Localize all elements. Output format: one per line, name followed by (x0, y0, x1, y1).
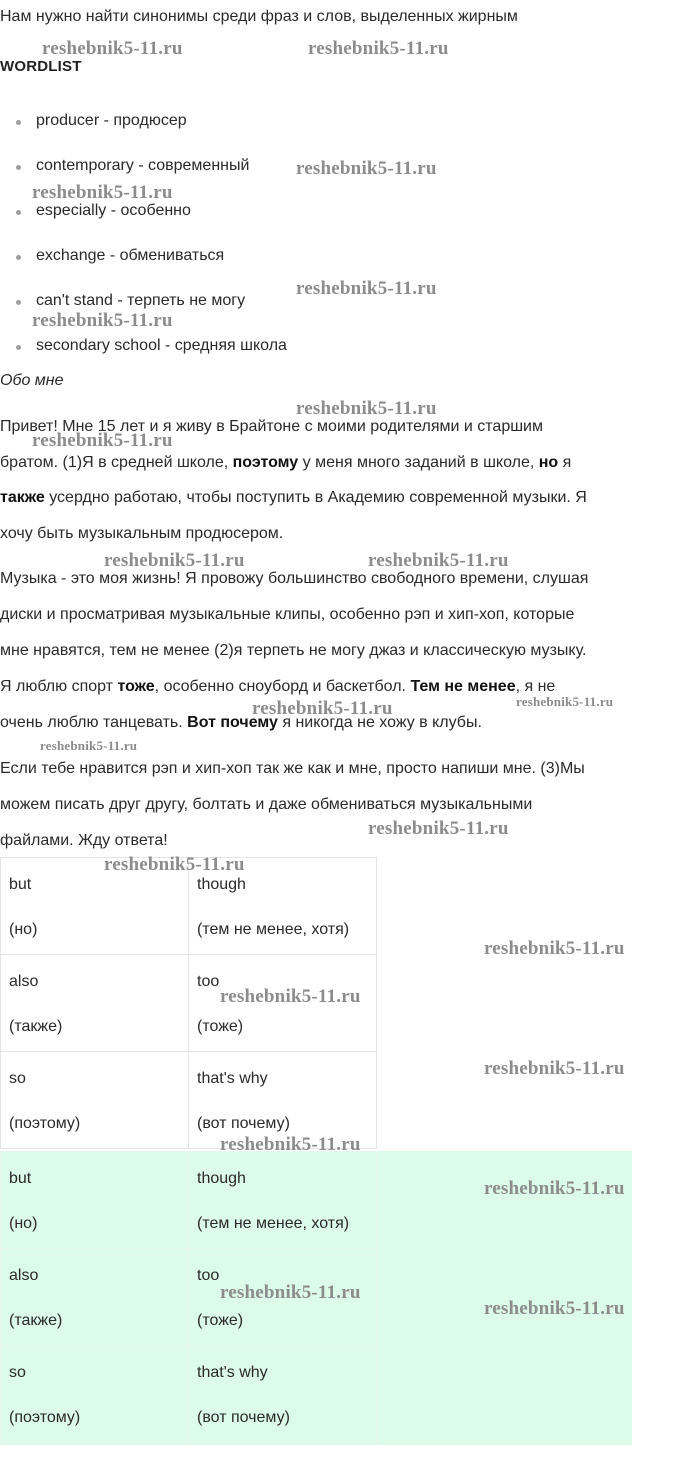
watermark: reshebnik5-11.ru (104, 854, 245, 875)
bold-keyword: тоже (117, 678, 155, 695)
watermark: reshebnik5-11.ru (42, 38, 183, 59)
cell-english: so (9, 1070, 26, 1087)
cell-russian: (тоже) (197, 1018, 244, 1035)
watermark: reshebnik5-11.ru (484, 1178, 625, 1199)
cell-english: that's why (197, 1364, 268, 1381)
watermark: reshebnik5-11.ru (296, 398, 437, 419)
watermark: reshebnik5-11.ru (308, 38, 449, 59)
story-text: я никогда не хожу в клубы. (277, 714, 482, 731)
wordlist-entry: producer - продюсер (36, 112, 187, 129)
cell-english: too (197, 973, 220, 990)
story-line: мне нравятся, тем не менее (2)я терпеть не могу джаз и классическую музыку. (0, 642, 587, 659)
story-text: я (558, 454, 572, 471)
cell-russian: (вот почему) (197, 1115, 290, 1132)
cell-english: also (9, 1267, 39, 1284)
cell-english: but (9, 1170, 32, 1187)
bold-keyword: но (538, 454, 559, 471)
story-line: Если тебе нравится рэп и хип-хоп так же как и мне, просто напиши мне. (3)Мы (0, 760, 585, 777)
story-line: диски и просматривая музыкальные клипы, особенно рэп и хип-хоп, которые (0, 606, 575, 623)
table-cell (1, 955, 189, 1052)
table-cell (1, 1249, 189, 1346)
story-line: Музыка - это моя жизнь! Я провожу большинство свободного времени, слушая (0, 570, 589, 587)
wordlist-entry: can't stand - терпеть не могу (36, 292, 246, 309)
list-item (14, 110, 287, 155)
story-text: у меня много заданий в школе, (298, 454, 539, 471)
bullet-icon (16, 210, 21, 215)
cell-english: also (9, 973, 39, 990)
wordlist-entry: exchange - обмениваться (36, 247, 225, 264)
table-cell (1, 1152, 189, 1249)
wordlist (14, 110, 287, 380)
watermark: reshebnik5-11.ru (296, 278, 437, 299)
table-cell (189, 1152, 377, 1249)
bullet-icon (16, 120, 21, 125)
watermark: reshebnik5-11.ru (296, 158, 437, 179)
watermark: reshebnik5-11.ru (368, 818, 509, 839)
story-line: хочу быть музыкальным продюсером. (0, 525, 284, 542)
cell-russian: (вот почему) (197, 1409, 290, 1426)
cell-english: though (197, 1170, 246, 1187)
story-line: можем писать друг другу, болтать и даже обмениваться музыкальными (0, 796, 533, 813)
story-line: Привет! Мне 15 лет и я живу в Брайтоне с моими родителями и старшим (0, 418, 543, 435)
bold-keyword: поэтому (232, 454, 299, 471)
story-paragraph-3 (0, 758, 680, 866)
wordlist-title: WORDLIST (0, 58, 82, 75)
cell-english: though (197, 876, 246, 893)
table-cell (1, 1346, 189, 1443)
cell-russian: (также) (9, 1312, 63, 1329)
cell-russian: (тем не менее, хотя) (197, 921, 350, 938)
wordlist-entry: contemporary - современный (36, 157, 250, 174)
cell-russian: (но) (9, 921, 38, 938)
bullet-icon (16, 255, 21, 260)
story-paragraph-2 (0, 568, 680, 748)
story-line: файлами. Жду ответа! (0, 832, 168, 849)
cell-english: too (197, 1267, 220, 1284)
cell-russian: (поэтому) (9, 1409, 81, 1426)
cell-russian: (поэтому) (9, 1115, 81, 1132)
watermark: reshebnik5-11.ru (252, 698, 393, 719)
watermark: reshebnik5-11.ru (220, 986, 361, 1007)
table-row (1, 1346, 377, 1443)
story-line (0, 452, 680, 487)
table-cell (1, 1052, 189, 1149)
watermark: reshebnik5-11.ru (104, 550, 245, 571)
story-text: усердно работаю, чтобы поступить в Академию современной музыки. Я (44, 489, 587, 506)
watermark: reshebnik5-11.ru (40, 738, 138, 753)
intro-text: Нам нужно найти синонимы среди фраз и слов, выделенных жирным (0, 8, 518, 25)
cell-english: but (9, 876, 32, 893)
watermark: reshebnik5-11.ru (32, 310, 173, 331)
watermark: reshebnik5-11.ru (32, 430, 173, 451)
table-cell (189, 1346, 377, 1443)
watermark: reshebnik5-11.ru (516, 694, 614, 709)
watermark: reshebnik5-11.ru (484, 938, 625, 959)
watermark: reshebnik5-11.ru (220, 1134, 361, 1155)
cell-russian: (также) (9, 1018, 63, 1035)
list-item (14, 200, 287, 245)
bold-keyword: Вот почему (187, 714, 278, 731)
cell-russian: (но) (9, 1215, 38, 1232)
story-text: Я люблю спорт (0, 678, 118, 695)
bullet-icon (16, 165, 21, 170)
cell-english: so (9, 1364, 26, 1381)
list-item (14, 245, 287, 290)
cell-russian: (тоже) (197, 1312, 244, 1329)
bullet-icon (16, 345, 21, 350)
cell-russian: (тем не менее, хотя) (197, 1215, 350, 1232)
story-text: , особенно сноуборд и баскетбол. (154, 678, 411, 695)
watermark: reshebnik5-11.ru (32, 182, 173, 203)
story-text: очень люблю танцевать. (0, 714, 188, 731)
watermark: reshebnik5-11.ru (484, 1298, 625, 1319)
wordlist-entry: secondary school - средняя школа (36, 337, 287, 354)
about-title: Обо мне (0, 372, 64, 389)
bullet-icon (16, 300, 21, 305)
watermark: reshebnik5-11.ru (484, 1058, 625, 1079)
watermark: reshebnik5-11.ru (368, 550, 509, 571)
story-text: , я не (515, 678, 556, 695)
cell-english: that's why (197, 1070, 268, 1087)
bold-keyword: также (0, 489, 45, 506)
story-line (0, 487, 680, 523)
wordlist-entry: especially - особенно (36, 202, 191, 219)
bold-keyword: Тем не менее (410, 678, 516, 695)
table-row (1, 1152, 377, 1249)
story-text: братом. (1)Я в средней школе, (0, 454, 233, 471)
watermark: reshebnik5-11.ru (220, 1282, 361, 1303)
